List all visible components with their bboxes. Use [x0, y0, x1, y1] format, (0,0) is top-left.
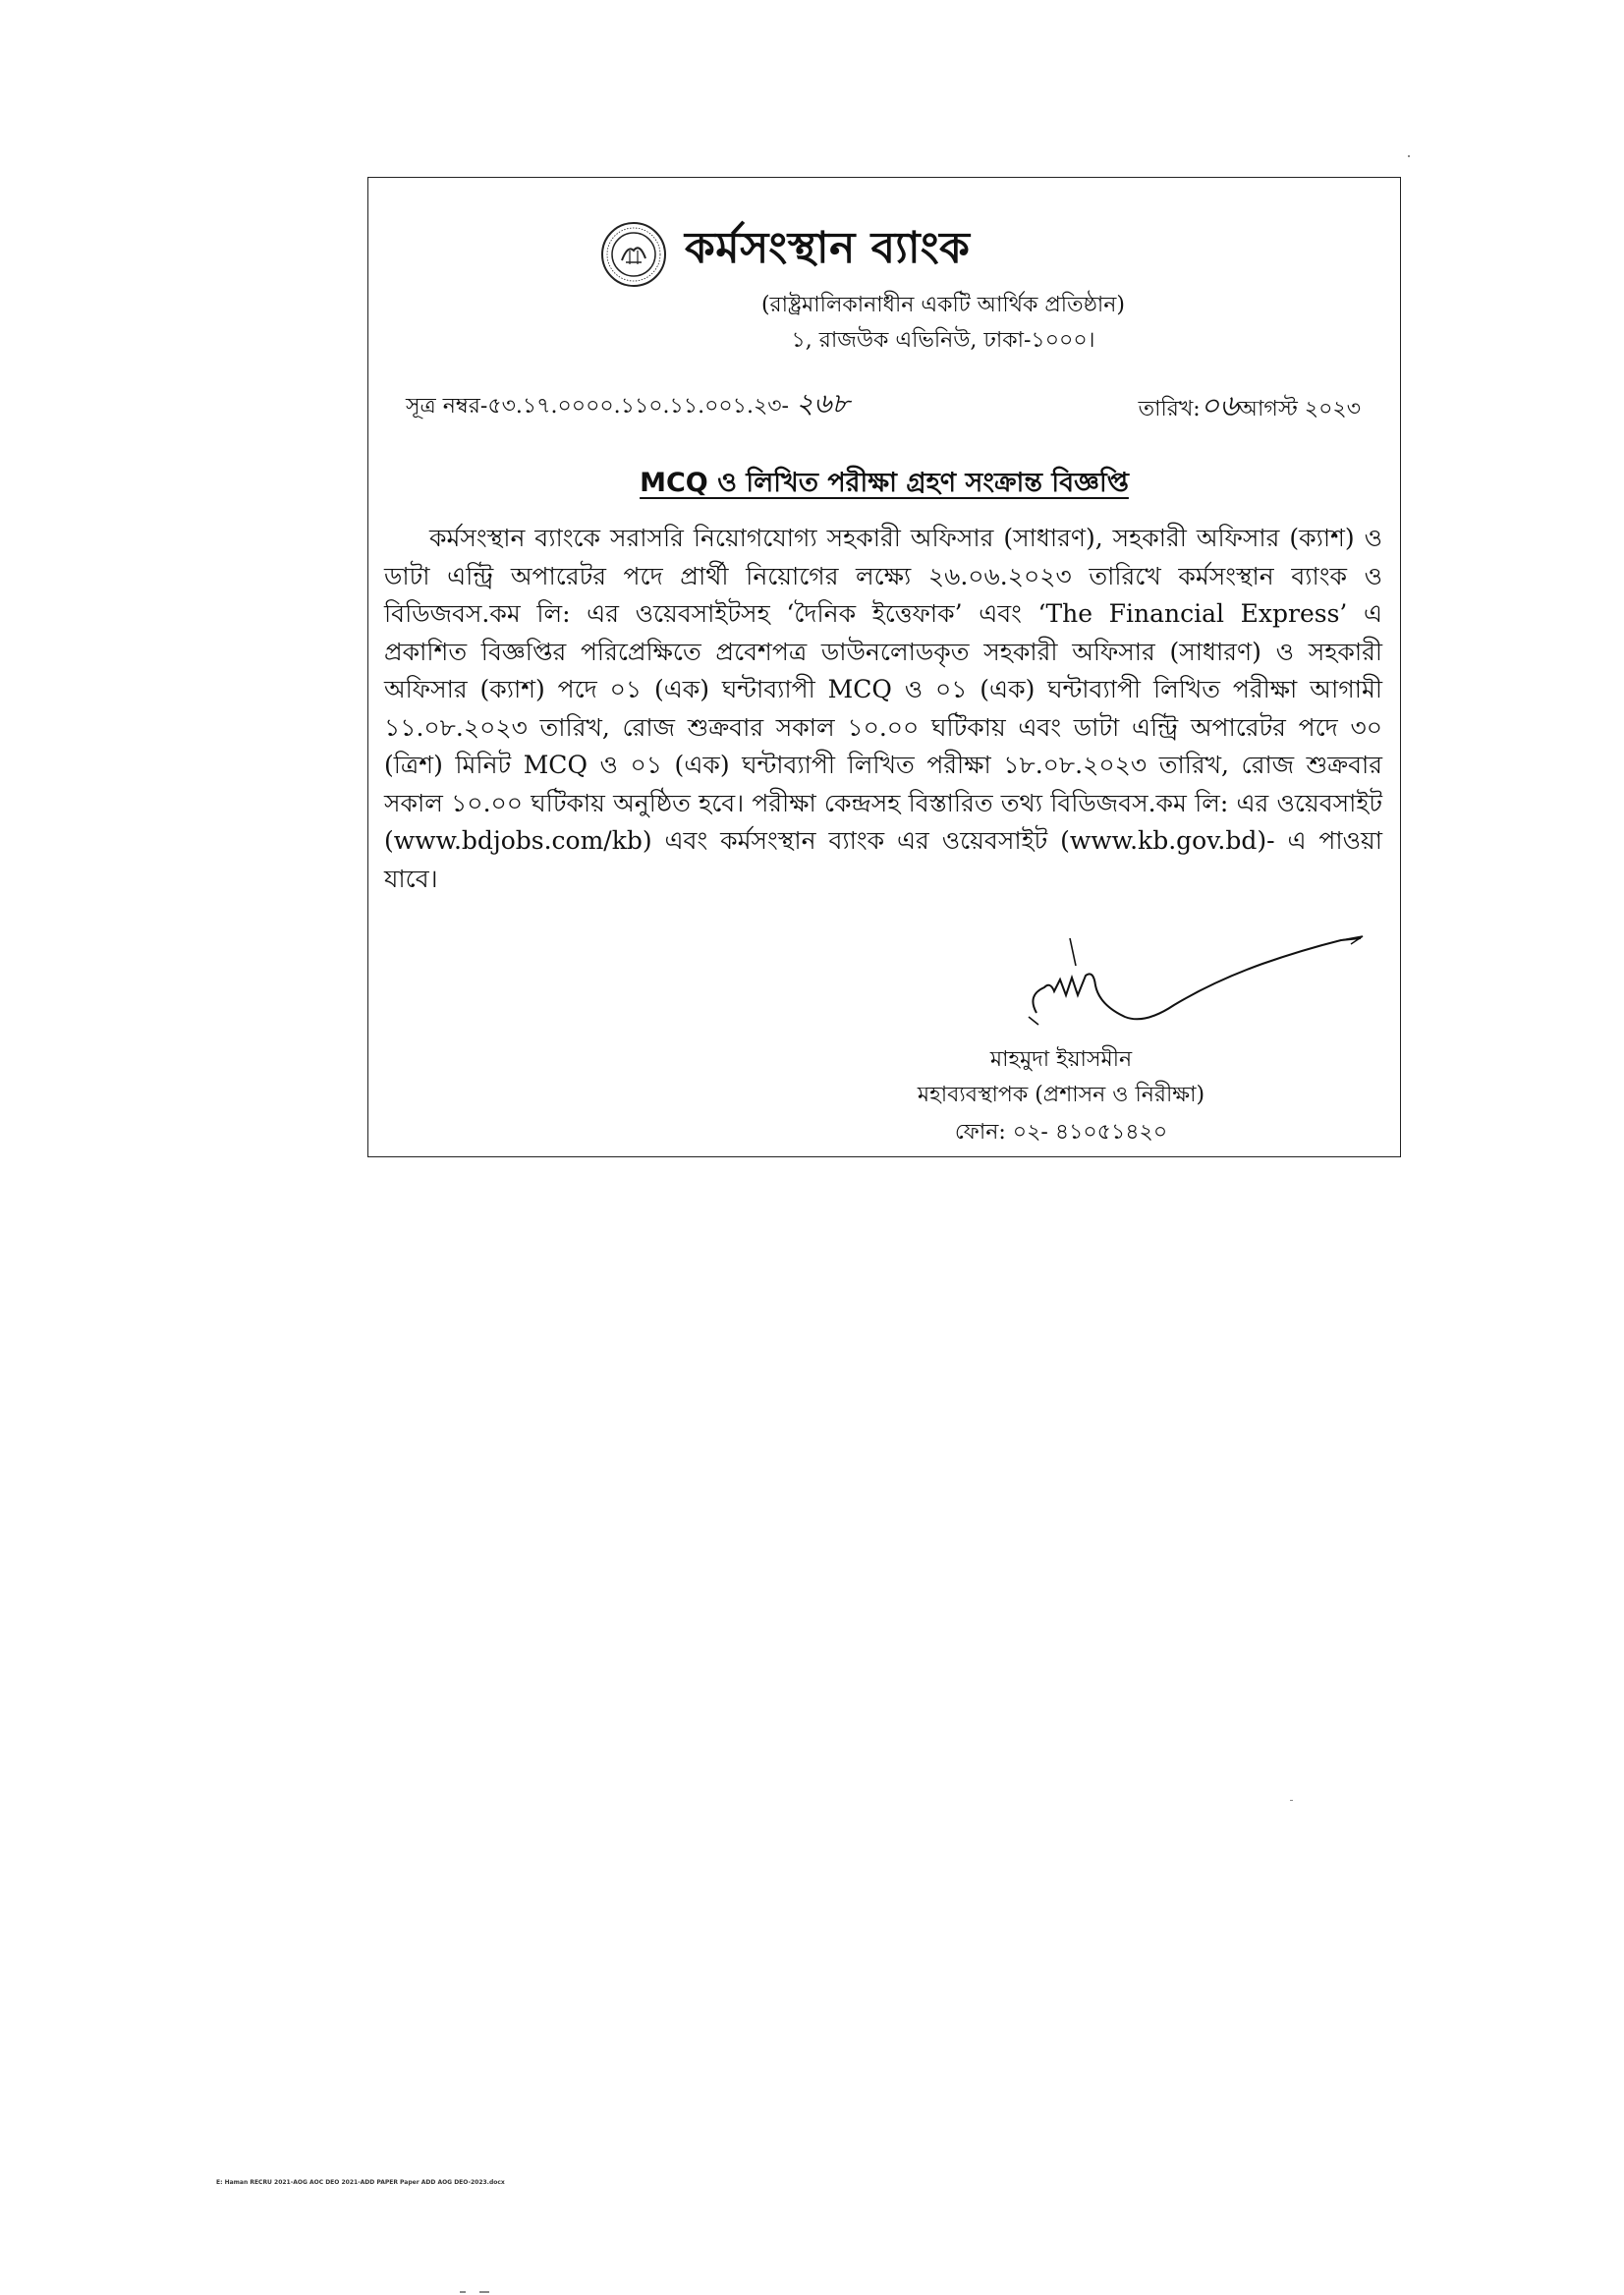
issue-date [1139, 382, 1361, 432]
notice-title: MCQ ও লিখিত পরীক্ষা গ্রহণ সংক্রান্ত বিজ্ঞপ্তি [640, 468, 1129, 498]
scan-speck [1290, 1800, 1293, 1801]
reference-handwritten-number: ২৬৮ [796, 387, 850, 420]
date-handwritten-day: ০৬ [1200, 389, 1239, 423]
signatory-name: মাহমুদা ইয়াসমীন [989, 1047, 1133, 1072]
reference-number [406, 382, 850, 428]
bank-seal-logo [600, 221, 667, 288]
date-month-year: আগস্ট ২০২৩ [1238, 397, 1361, 421]
scan-speck [460, 2291, 466, 2293]
reference-label: সূত্র নম্বর-৫৩.১৭.০০০০.১১০.১১.০০১.২৩- [406, 394, 789, 419]
notice-frame [367, 177, 1401, 1157]
bank-address: ১, রাজউক এভিনিউ, ঢাকা-১০০০। [791, 328, 1095, 353]
bank-name: কর্মসংস্থান ব্যাংক [685, 223, 971, 273]
footer-file-path: E: Haman RECRU 2021-AOG AOC DEO 2021-ADD PAPER Paper ADD AOG DEO-2023.docx [216, 2179, 505, 2186]
date-label: তারিখ: [1138, 397, 1201, 421]
signatory-phone: ফোন: ০২- ৪১০৫১৪২০ [954, 1120, 1168, 1145]
bank-subtitle: (রাষ্ট্রমালিকানাধীন একটি আর্থিক প্রতিষ্ঠান) [760, 293, 1126, 317]
signatory-title: মহাব্যবস্থাপক (প্রশাসন ও নিরীক্ষা) [917, 1083, 1205, 1107]
notice-body: কর্মসংস্থান ব্যাংকে সরাসরি নিয়োগযোগ্য সহকারী অফিসার (সাধারণ), সহকারী অফিসার (ক্যাশ) ও ডাটা এন্ট্রি অপারেটর পদে প্রার্থী নিয়োগের লক্ষ্যে ২৬.০৬.২০২৩ তারিখে কর্মসংস্থান ব্যাংক ও বিডিজবস.কম লি: এর ওয়েবসাইটসহ ‘দৈনিক ইত্তেফাক’ এবং ‘The Financial Express’ এ প্রকাশিত বিজ্ঞপ্তির পরিপ্রেক্ষিতে প্রবেশপত্র ডাউনলোডকৃত সহকারী অফিসার (সাধারণ) ও সহকারী অফিসার (ক্যাশ) পদে ০১ (এক) ঘন্টাব্যাপী MCQ ও ০১ (এক) ঘন্টাব্যাপী লিখিত পরীক্ষা আগামী ১১.০৮.২০২৩ তারিখ, রোজ শুক্রবার সকাল ১০.০০ ঘটিকায় এবং ডাটা এন্ট্রি অপারেটর পদে ৩০ (ত্রিশ) মিনিট MCQ ও ০১ (এক) ঘন্টাব্যাপী লিখিত পরীক্ষা ১৮.০৮.২০২৩ তারিখ, রোজ শুক্রবার সকাল ১০.০০ ঘটিকায় অনুষ্ঠিত হবে। পরীক্ষা কেন্দ্রসহ বিস্তারিত তথ্য বিডিজবস.কম লি: এর ওয়েবসাইট (www.bdjobs.com/kb) এবং কর্মসংস্থান ব্যাংক এর ওয়েবসাইট (www.kb.gov.bd)- এ পাওয়া যাবে। [384, 524, 1382, 893]
scan-speck [479, 2291, 489, 2293]
handwritten-signature [978, 926, 1371, 1035]
scan-speck [1408, 155, 1410, 157]
